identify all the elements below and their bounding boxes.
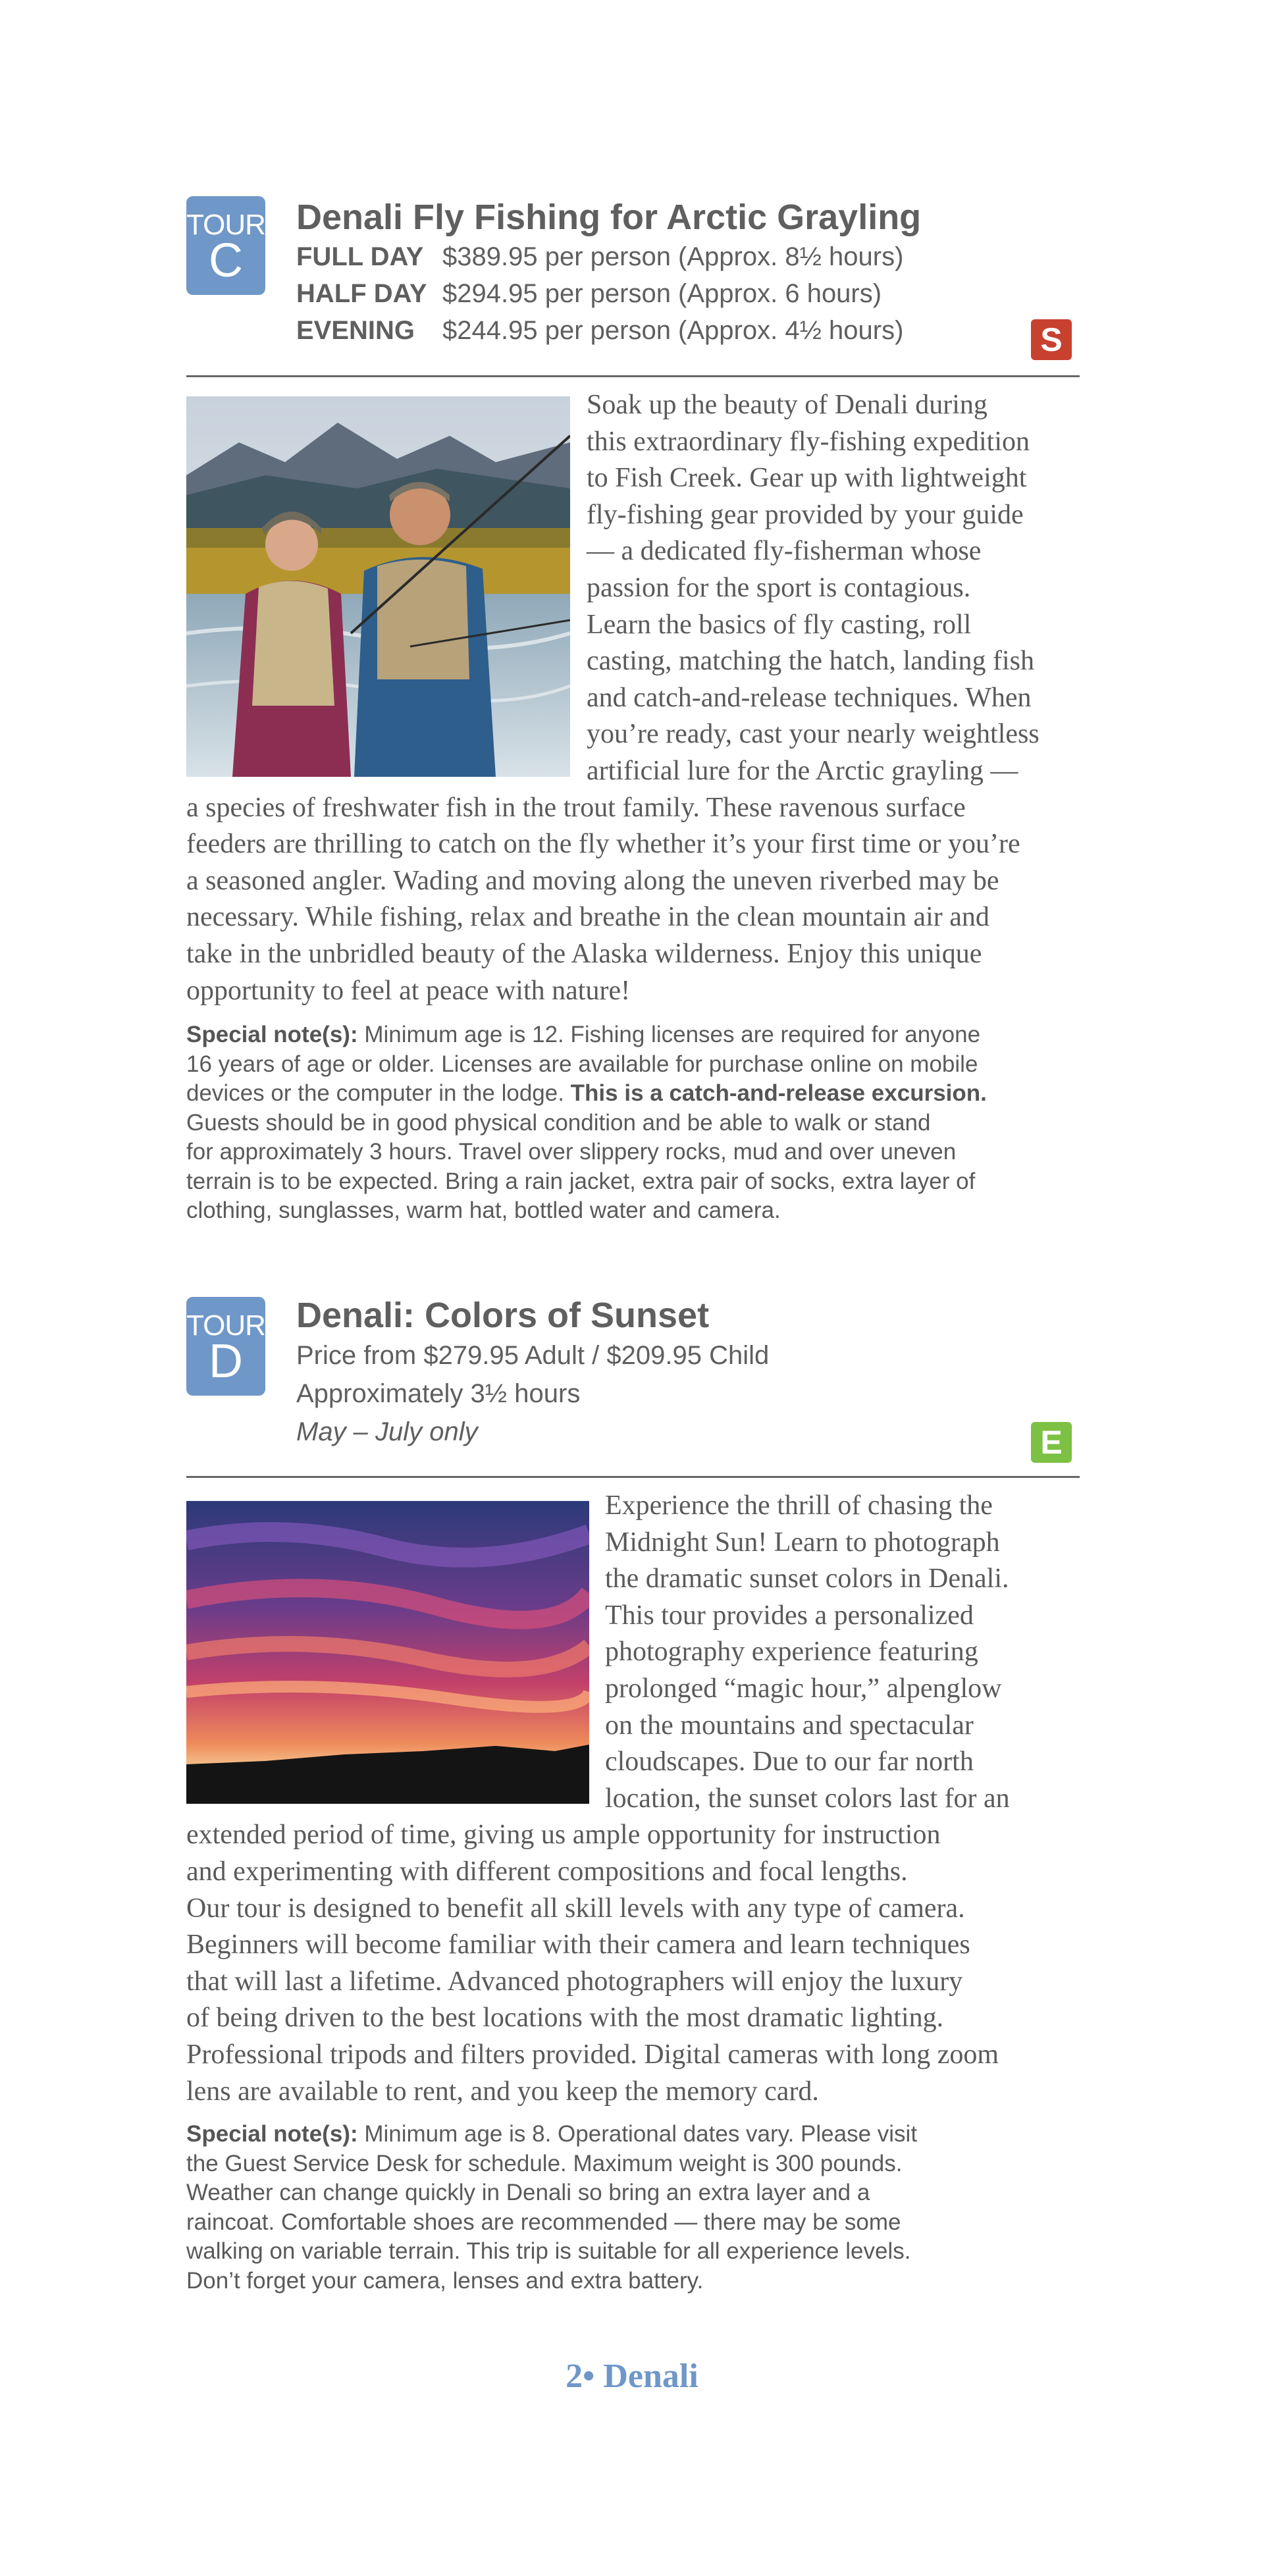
description-line: and catch-and-release techniques. When bbox=[587, 682, 1032, 713]
description-line: Professional tripods and filters provided. Digital cameras with long zoom bbox=[186, 2039, 999, 2070]
tour-description bbox=[186, 387, 1080, 1009]
description-line: artificial lure for the Arctic grayling — bbox=[587, 755, 1018, 786]
description-line: a seasoned angler. Wading and moving along the uneven riverbed may be bbox=[186, 865, 999, 896]
note-line: Guests should be in good physical condition and be able to walk or stand bbox=[186, 1109, 931, 1136]
description-line: necessary. While fishing, relax and breathe in the clean mountain air and bbox=[186, 902, 989, 933]
note-text: Minimum age is 12. Fishing licenses are required for anyone bbox=[357, 1022, 981, 1047]
description-line: extended period of time, giving us ample opportunity for instruction bbox=[186, 1820, 941, 1851]
season-line: May – July only bbox=[296, 1417, 478, 1446]
note-line bbox=[186, 1020, 1082, 1050]
tour-badge bbox=[186, 196, 265, 295]
rating-badge-e: E bbox=[1031, 1422, 1072, 1463]
special-notes bbox=[186, 1020, 1082, 1226]
price-line: Price from $279.95 Adult / $209.95 Child bbox=[296, 1341, 770, 1370]
note-line: walking on variable terrain. This trip is suitable for all experience levels. bbox=[186, 2238, 911, 2264]
price-label: FULL DAY bbox=[296, 242, 424, 271]
price-label: HALF DAY bbox=[296, 279, 427, 308]
duration-line: Approximately 3½ hours bbox=[296, 1379, 581, 1408]
tour-badge-word: TOUR bbox=[186, 209, 265, 241]
tour-header bbox=[296, 196, 1080, 349]
description-line: Midnight Sun! Learn to photograph bbox=[605, 1527, 1000, 1558]
description-line: passion for the sport is contagious. bbox=[587, 572, 971, 603]
note-line: clothing, sunglasses, warm hat, bottled water and camera. bbox=[186, 1197, 781, 1223]
note-label: Special note(s): bbox=[186, 1022, 358, 1047]
price-text: $389.95 per person (Approx. 8½ hours) bbox=[442, 242, 904, 271]
price-row-half-day bbox=[296, 275, 1080, 312]
footer-section-name: Denali bbox=[603, 2357, 698, 2395]
note-line: the Guest Service Desk for schedule. Maximum weight is 300 pounds. bbox=[186, 2150, 903, 2176]
price-text: $294.95 per person (Approx. 6 hours) bbox=[442, 279, 882, 308]
tour-header bbox=[296, 1294, 1080, 1451]
note-emphasis: This is a catch-and-release excursion. bbox=[570, 1080, 987, 1106]
note-line: raincoat. Comfortable shoes are recommended — there may be some bbox=[186, 2209, 901, 2235]
tour-d-section bbox=[186, 1297, 1080, 2311]
note-text: devices or the computer in the lodge. bbox=[186, 1080, 571, 1106]
tour-badge-letter: D bbox=[209, 1335, 243, 1388]
tour-badge bbox=[186, 1297, 265, 1396]
description-line: this extraordinary fly-fishing expedition bbox=[587, 426, 1030, 457]
tour-title: Denali Fly Fishing for Arctic Grayling bbox=[296, 197, 922, 237]
price-row-evening bbox=[296, 312, 1080, 349]
page-number: 2 bbox=[566, 2357, 583, 2395]
footer-bullet: • bbox=[583, 2357, 595, 2395]
description-line: photography experience featuring bbox=[605, 1637, 978, 1668]
description-line: Soak up the beauty of Denali during bbox=[587, 390, 988, 420]
description-line: that will last a lifetime. Advanced photographers will enjoy the luxury bbox=[186, 1966, 963, 1997]
note-line bbox=[186, 1079, 1082, 1109]
description-line: take in the unbridled beauty of the Alaska wilderness. Enjoy this unique bbox=[186, 938, 982, 969]
note-text: Minimum age is 8. Operational dates vary. Please visit bbox=[357, 2121, 918, 2147]
note-line: for approximately 3 hours. Travel over slippery rocks, mud and over uneven bbox=[186, 1139, 957, 1165]
note-line bbox=[186, 2120, 1082, 2149]
note-line: 16 years of age or older. Licenses are available for purchase online on mobile bbox=[186, 1051, 978, 1077]
note-label: Special note(s): bbox=[186, 2121, 358, 2147]
price-text: $244.95 per person (Approx. 4½ hours) bbox=[442, 316, 904, 345]
description-line: a species of freshwater fish in the trout family. These ravenous surface bbox=[186, 792, 966, 823]
description-line: Beginners will become familiar with their camera and learn techniques bbox=[186, 1930, 970, 1960]
description-line: on the mountains and spectacular bbox=[605, 1710, 974, 1741]
tour-title: Denali: Colors of Sunset bbox=[296, 1296, 710, 1335]
description-line: location, the sunset colors last for an bbox=[605, 1783, 1010, 1814]
price-row-full-day bbox=[296, 238, 1080, 275]
description-line: the dramatic sunset colors in Denali. bbox=[605, 1564, 1009, 1594]
section-divider bbox=[186, 1476, 1080, 1478]
description-line: This tour provides a personalized bbox=[605, 1600, 974, 1631]
description-line: you’re ready, cast your nearly weightless bbox=[587, 719, 1040, 750]
page-footer bbox=[0, 2357, 1264, 2396]
description-line: of being driven to the best locations with the most dramatic lighting. bbox=[186, 2003, 944, 2034]
special-notes bbox=[186, 2120, 1082, 2296]
description-line: Experience the thrill of chasing the bbox=[605, 1490, 993, 1521]
tour-c-section bbox=[186, 196, 1080, 1243]
description-line: Our tour is designed to benefit all skill levels with any type of camera. bbox=[186, 1893, 965, 1924]
description-line: lens are available to rent, and you keep the memory card. bbox=[186, 2076, 819, 2107]
description-line: prolonged “magic hour,” alpenglow bbox=[605, 1673, 1002, 1704]
description-line: and experimenting with different compositions and focal lengths. bbox=[186, 1856, 908, 1887]
description-line: Learn the basics of fly casting, roll bbox=[587, 609, 972, 640]
price-label: EVENING bbox=[296, 316, 415, 345]
description-line: opportunity to feel at peace with nature! bbox=[186, 975, 631, 1006]
description-line: feeders are thrilling to catch on the fly whether it’s your first time or you’re bbox=[186, 829, 1020, 860]
description-line: fly-fishing gear provided by your guide bbox=[587, 499, 1024, 530]
note-line: Don’t forget your camera, lenses and extra battery. bbox=[186, 2267, 704, 2294]
note-line: terrain is to be expected. Bring a rain jacket, extra pair of socks, extra layer of bbox=[186, 1168, 976, 1194]
tour-badge-letter: C bbox=[209, 234, 243, 287]
tour-description bbox=[186, 1488, 1080, 2110]
tour-badge-word: TOUR bbox=[186, 1309, 265, 1342]
description-line: cloudscapes. Due to our far north bbox=[605, 1747, 974, 1777]
description-line: casting, matching the hatch, landing fish bbox=[587, 646, 1034, 677]
note-line: Weather can change quickly in Denali so bring an extra layer and a bbox=[186, 2180, 870, 2205]
description-line: — a dedicated fly-fisherman whose bbox=[587, 536, 982, 567]
description-line: to Fish Creek. Gear up with lightweight bbox=[587, 463, 1027, 494]
rating-badge-s: S bbox=[1031, 319, 1072, 360]
section-divider bbox=[186, 375, 1080, 377]
